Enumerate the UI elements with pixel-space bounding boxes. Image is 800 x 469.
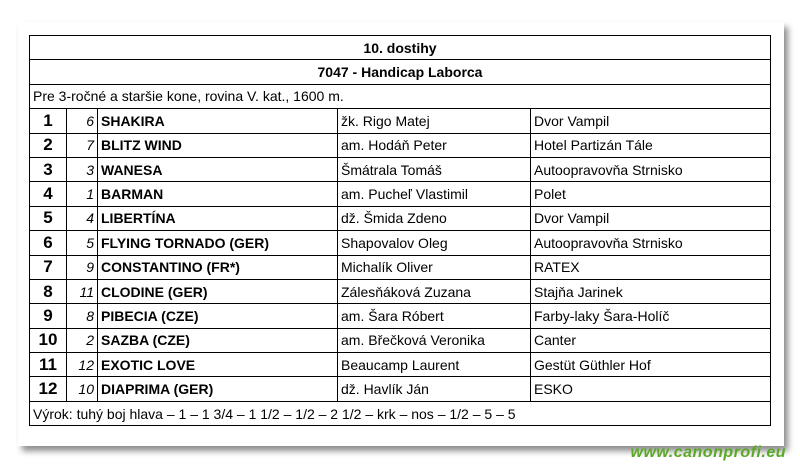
- result-row: [30, 157, 771, 181]
- result-row: [30, 304, 771, 328]
- jockey-cell: Beaucamp Laurent: [338, 353, 531, 377]
- owner-cell: ESKO: [531, 377, 771, 401]
- start-number-cell: 5: [67, 231, 98, 255]
- position-cell: 12: [30, 377, 67, 401]
- position-cell: 2: [30, 133, 67, 157]
- jockey-cell: Zálesňáková Zuzana: [338, 279, 531, 303]
- start-number-cell: 4: [67, 206, 98, 230]
- result-row: [30, 182, 771, 206]
- result-row: [30, 206, 771, 230]
- start-number-cell: 1: [67, 182, 98, 206]
- horse-name-cell: DIAPRIMA (GER): [98, 377, 338, 401]
- jockey-cell: am. Šara Róbert: [338, 304, 531, 328]
- horse-name-cell: PIBECIA (CZE): [98, 304, 338, 328]
- watermark: www.canonprofi.eu: [630, 444, 786, 461]
- owner-cell: Polet: [531, 182, 771, 206]
- result-row: [30, 133, 771, 157]
- owner-cell: Autoopravovňa Strnisko: [531, 231, 771, 255]
- owner-cell: Gestüt Güthler Hof: [531, 353, 771, 377]
- position-cell: 1: [30, 109, 67, 133]
- position-cell: 9: [30, 304, 67, 328]
- start-number-cell: 3: [67, 157, 98, 181]
- jockey-cell: dž. Havlík Ján: [338, 377, 531, 401]
- race-title: 10. dostihy: [30, 36, 771, 60]
- start-number-cell: 8: [67, 304, 98, 328]
- position-cell: 4: [30, 182, 67, 206]
- position-cell: 10: [30, 328, 67, 352]
- race-conditions-row: [30, 84, 771, 108]
- position-cell: 3: [30, 157, 67, 181]
- jockey-cell: Michalík Oliver: [338, 255, 531, 279]
- start-number-cell: 10: [67, 377, 98, 401]
- horse-name-cell: BARMAN: [98, 182, 338, 206]
- position-cell: 11: [30, 353, 67, 377]
- jockey-cell: am. Hodáň Peter: [338, 133, 531, 157]
- owner-cell: Autoopravovňa Strnisko: [531, 157, 771, 181]
- owner-cell: RATEX: [531, 255, 771, 279]
- owner-cell: Hotel Partizán Tále: [531, 133, 771, 157]
- result-row: [30, 231, 771, 255]
- position-cell: 8: [30, 279, 67, 303]
- jockey-cell: am. Břečková Veronika: [338, 328, 531, 352]
- result-row: [30, 255, 771, 279]
- start-number-cell: 9: [67, 255, 98, 279]
- horse-name-cell: LIBERTÍNA: [98, 206, 338, 230]
- jockey-cell: Šmátrala Tomáš: [338, 157, 531, 181]
- start-number-cell: 2: [67, 328, 98, 352]
- horse-name-cell: SHAKIRA: [98, 109, 338, 133]
- position-cell: 7: [30, 255, 67, 279]
- position-cell: 5: [30, 206, 67, 230]
- result-row: [30, 328, 771, 352]
- horse-name-cell: CONSTANTINO (FR*): [98, 255, 338, 279]
- jockey-cell: Shapovalov Oleg: [338, 231, 531, 255]
- owner-cell: Dvor Vampil: [531, 109, 771, 133]
- start-number-cell: 6: [67, 109, 98, 133]
- owner-cell: Dvor Vampil: [531, 206, 771, 230]
- jockey-cell: dž. Šmida Zdeno: [338, 206, 531, 230]
- horse-name-cell: BLITZ WIND: [98, 133, 338, 157]
- horse-name-cell: WANESA: [98, 157, 338, 181]
- race-conditions: Pre 3-ročné a staršie kone, rovina V. kat., 1600 m.: [30, 84, 771, 108]
- owner-cell: Farby-laky Šara-Holíč: [531, 304, 771, 328]
- horse-name-cell: FLYING TORNADO (GER): [98, 231, 338, 255]
- horse-name-cell: EXOTIC LOVE: [98, 353, 338, 377]
- jockey-cell: žk. Rigo Matej: [338, 109, 531, 133]
- jockey-cell: am. Pucheľ Vlastimil: [338, 182, 531, 206]
- result-row: [30, 109, 771, 133]
- result-row: [30, 279, 771, 303]
- position-cell: 6: [30, 231, 67, 255]
- race-name-row: [30, 60, 771, 84]
- owner-cell: Stajňa Jarinek: [531, 279, 771, 303]
- result-row: [30, 353, 771, 377]
- result-summary-row: [30, 401, 771, 425]
- race-name: 7047 - Handicap Laborca: [30, 60, 771, 84]
- race-title-row: [30, 36, 771, 60]
- start-number-cell: 12: [67, 353, 98, 377]
- start-number-cell: 11: [67, 279, 98, 303]
- result-row: [30, 377, 771, 401]
- horse-name-cell: CLODINE (GER): [98, 279, 338, 303]
- results-table: [29, 35, 771, 426]
- horse-name-cell: SAZBA (CZE): [98, 328, 338, 352]
- owner-cell: Canter: [531, 328, 771, 352]
- result-summary: Výrok: tuhý boj hlava – 1 – 1 3/4 – 1 1/2 – 1/2 – 2 1/2 – krk – nos – 1/2 – 5 – 5: [30, 401, 771, 425]
- start-number-cell: 7: [67, 133, 98, 157]
